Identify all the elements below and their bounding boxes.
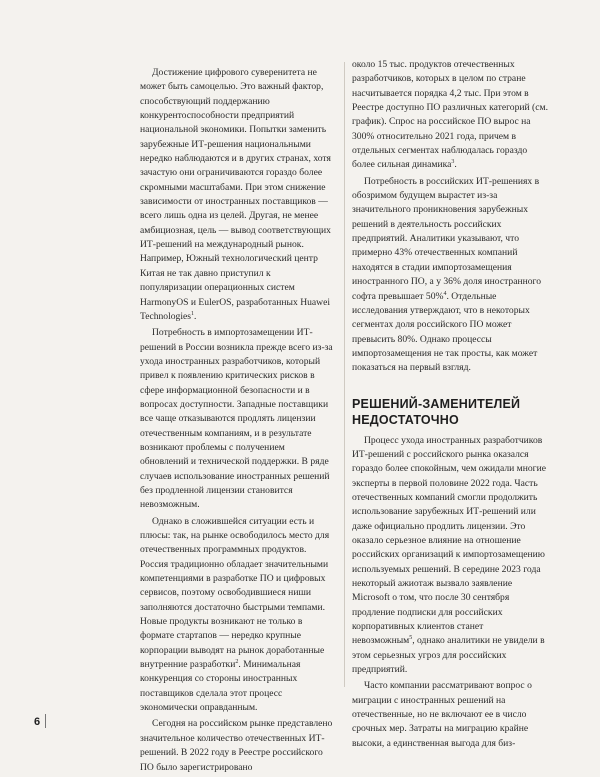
paragraph: Сегодня на российском рынке представлено значительное количество отечественных ИТ-решений. В 2022 году в Реестре российского ПО было зарегистрировано	[140, 718, 333, 773]
paragraph-text: . Минимальная конкуренция со стороны иностранных поставщиков сделала этот процесс экономически оправданным.	[140, 659, 301, 714]
paragraph-text: , однако аналитики не увидели в этом серьезных угроз для российских предприятий.	[352, 635, 545, 676]
paragraph	[140, 66, 335, 324]
paragraph	[352, 434, 548, 678]
paragraph: Потребность в импортозамещении ИТ-решений в России возникла прежде всего из-за ухода иностранных разработчиков, который привел к появлению критических рисков в сфере информационной безопасности и в вопросах доступности. Западные поставщики все чаще отказываются продлять лицензии отечественным компаниям, и в результате возникают проблемы с получением обновлений и технической поддержки. В ряде случаев использование иностранных решений без продленной лицензии становится невозможным.	[140, 327, 333, 511]
right-column	[352, 58, 548, 753]
paragraph-text: Процесс ухода иностранных разработчиков ИТ-решений с российского рынка оказался гораздо более спокойным, чем ожидали многие эксперты в первой половине 2022 года. Часть отечественных компаний смогли продолжить использование зарубежных ИТ-решений или даже официально продлить лицензии. Это оказало серьезное влияние на отношение российских организаций к импортозамещению используемых решений. В середине 2023 года некоторый ажиотаж вызвало заявление Microsoft о том, что после 30 сентября продление подписки для российских корпоративных клиентов станет невозможным	[352, 434, 546, 647]
paragraph	[352, 58, 548, 173]
paragraph-text: Потребность в российских ИТ-решениях в обозримом будущем вырастет из-за значительного проникновения зарубежных решений в деятельность российских предприятий. Аналитики указывают, что примерно 43% отечественных компаний находятся в стадии импортозамещения иностранного ПО, а у 36% доля иностранного софта превышает 50%	[352, 175, 542, 302]
paragraph: Часто компании рассматривают вопрос о миграции с иностранных решений на отечественные, но не включают ее в число срочных мер. Затраты на миграцию крайне высоки, а единственная выгода для биз-	[352, 680, 532, 749]
page-number: 6	[34, 716, 41, 728]
left-column	[140, 66, 335, 777]
paragraph	[352, 175, 548, 376]
paragraph-text: .	[454, 159, 457, 171]
footnote-ref: 1	[191, 310, 195, 317]
section-heading-line: РЕШЕНИЙ-ЗАМЕНИТЕЛЕЙ	[352, 396, 521, 411]
paragraph-text: . Отдельные исследования утверждают, что в некоторых сегментах доля российского ПО может превысить 80%. Однако процессы импортозамещения не так просты, как может показаться на первый взгляд.	[352, 290, 538, 374]
footnote-ref: 5	[409, 635, 413, 642]
footnote-ref: 2	[235, 658, 239, 665]
paragraph-text: Достижение цифрового суверенитета не может быть самоцелью. Это важный фактор, способствующий поддержанию конкурентоспособности предприятий национальной экономики. Попытки заменить зарубежные ИТ-решения национальными нередко наблюдаются и в других странах, хотя зачастую они ограничиваются гораздо более скромными масштабами. При этом снижение зависимости от иностранных поставщиков — всего лишь одна из целей. Другая, не менее амбициозная, цель — вывод соответствующих ИТ-решений на международный рынок. Например, Южный технологический центр Китая не так давно приступил к популяризации операционных систем HarmonyOS и EulerOS, разработанных Huawei Technologies	[140, 67, 331, 322]
footnote-ref: 4	[443, 290, 447, 297]
section-heading	[352, 396, 548, 428]
column-divider	[344, 62, 345, 687]
paragraph-text: .	[194, 310, 197, 322]
paragraph	[140, 515, 335, 716]
paragraph-text: Однако в сложившейся ситуации есть и плюсы: так, на рынке освободилось место для отечественных программных продуктов. Россия традиционно обладает значительными компетенциями в разработке ПО и цифровых сервисов, поэтому освободившиеся ниши заполняются достаточно быстрыми темпами. Новые продукты возникают не только в формате стартапов — нередко крупные корпорации выводят на рынок доработанные внутренние разработки	[140, 515, 330, 671]
page-number-separator	[45, 714, 46, 728]
footnote-ref: 3	[451, 159, 455, 166]
section-heading-line: НЕДОСТАТОЧНО	[352, 412, 459, 427]
paragraph-text: около 15 тыс. продуктов отечественных разработчиков, которых в целом по стране насчитывается порядка 4,2 тыс. При этом в Реестре доступно ПО различных категорий (см. график). Спрос на российское ПО вырос на 300% относительно 2021 года, причем в отдельных сегментах наблюдалась гораздо более сильная динамика	[352, 59, 548, 171]
